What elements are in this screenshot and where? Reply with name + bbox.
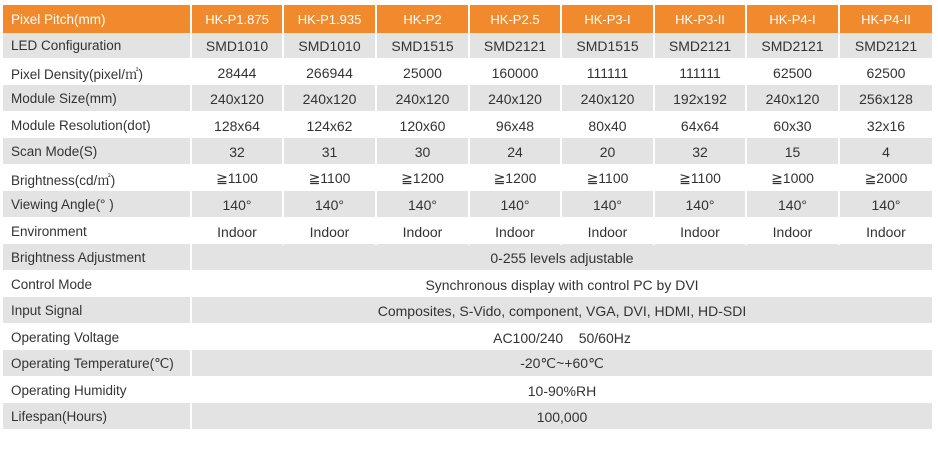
table-cell: ≧1100 xyxy=(283,165,376,192)
table-cell: Indoor xyxy=(376,218,469,245)
merged-cell: AC100/240 50/60Hz xyxy=(191,324,932,351)
header-model: HK-P3-II xyxy=(654,5,746,33)
table-row xyxy=(3,404,932,431)
table-cell: 192x192 xyxy=(654,86,746,113)
table-cell: ≧1200 xyxy=(469,165,561,192)
table-row xyxy=(3,139,932,166)
row-label: Scan Mode(S) xyxy=(3,139,191,166)
row-label: Control Mode xyxy=(3,271,191,298)
table-cell: ≧2000 xyxy=(839,165,932,192)
table-cell: ≧1200 xyxy=(376,165,469,192)
table-cell: 140° xyxy=(654,192,746,219)
table-row xyxy=(3,271,932,298)
table-cell: 140° xyxy=(839,192,932,219)
table-cell: 266944 xyxy=(283,59,376,86)
spec-table xyxy=(3,5,932,431)
table-cell: 62500 xyxy=(839,59,932,86)
header-model: HK-P1.935 xyxy=(283,5,376,33)
table-cell: SMD1515 xyxy=(376,33,469,59)
row-label: Operating Humidity xyxy=(3,377,191,404)
table-cell: 120x60 xyxy=(376,112,469,139)
table-cell: 62500 xyxy=(746,59,839,86)
table-cell: Indoor xyxy=(191,218,283,245)
table-cell: 4 xyxy=(839,139,932,166)
table-cell: 15 xyxy=(746,139,839,166)
table-row xyxy=(3,351,932,378)
table-cell: 140° xyxy=(469,192,561,219)
table-cell: 140° xyxy=(376,192,469,219)
table-cell: 96x48 xyxy=(469,112,561,139)
table-cell: 25000 xyxy=(376,59,469,86)
row-label: Viewing Angle(° ) xyxy=(3,192,191,219)
table-cell: SMD1010 xyxy=(283,33,376,59)
table-cell: 64x64 xyxy=(654,112,746,139)
row-label: Input Signal xyxy=(3,298,191,325)
table-row xyxy=(3,298,932,325)
merged-cell: -20℃~+60℃ xyxy=(191,351,932,378)
row-label: Brightness Adjustment xyxy=(3,245,191,272)
row-label: Module Resolution(dot) xyxy=(3,112,191,139)
table-cell: 20 xyxy=(561,139,654,166)
header-model: HK-P1.875 xyxy=(191,5,283,33)
table-cell: 140° xyxy=(746,192,839,219)
table-row xyxy=(3,165,932,192)
row-label: Environment xyxy=(3,218,191,245)
table-cell: Indoor xyxy=(839,218,932,245)
row-label: Operating Temperature(℃) xyxy=(3,351,191,378)
table-cell: 30 xyxy=(376,139,469,166)
table-cell: Indoor xyxy=(654,218,746,245)
table-cell: 31 xyxy=(283,139,376,166)
row-label: Module Size(mm) xyxy=(3,86,191,113)
table-cell: 240x120 xyxy=(561,86,654,113)
table-row xyxy=(3,59,932,86)
header-model: HK-P2.5 xyxy=(469,5,561,33)
table-cell: ≧1100 xyxy=(561,165,654,192)
table-cell: 32x16 xyxy=(839,112,932,139)
table-cell: SMD2121 xyxy=(839,33,932,59)
table-cell: 111111 xyxy=(654,59,746,86)
table-cell: Indoor xyxy=(469,218,561,245)
table-cell: 128x64 xyxy=(191,112,283,139)
table-row xyxy=(3,245,932,272)
table-cell: Indoor xyxy=(561,218,654,245)
table-cell: 60x30 xyxy=(746,112,839,139)
table-cell: 124x62 xyxy=(283,112,376,139)
header-model: HK-P2 xyxy=(376,5,469,33)
table-cell: 24 xyxy=(469,139,561,166)
table-row xyxy=(3,192,932,219)
table-cell: ≧1000 xyxy=(746,165,839,192)
table-row xyxy=(3,218,932,245)
table-cell: SMD2121 xyxy=(469,33,561,59)
table-cell: 140° xyxy=(561,192,654,219)
table-cell: 32 xyxy=(191,139,283,166)
table-row xyxy=(3,86,932,113)
merged-cell: 10-90%RH xyxy=(191,377,932,404)
table-cell: SMD1010 xyxy=(191,33,283,59)
table-cell: ≧1100 xyxy=(191,165,283,192)
table-cell: 240x120 xyxy=(746,86,839,113)
table-cell: 240x120 xyxy=(283,86,376,113)
merged-cell: Composites, S-Vido, component, VGA, DVI, HDMI, HD-SDI xyxy=(191,298,932,325)
table-cell: 140° xyxy=(283,192,376,219)
row-label: Brightness(cd/㎡) xyxy=(3,165,191,192)
table-cell: 240x120 xyxy=(376,86,469,113)
table-cell: 80x40 xyxy=(561,112,654,139)
table-cell: 240x120 xyxy=(469,86,561,113)
row-label: Operating Voltage xyxy=(3,324,191,351)
merged-cell: 0-255 levels adjustable xyxy=(191,245,932,272)
table-row xyxy=(3,377,932,404)
row-label: Pixel Density(pixel/㎡) xyxy=(3,59,191,86)
header-model: HK-P4-II xyxy=(839,5,932,33)
table-cell: SMD1515 xyxy=(561,33,654,59)
table-cell: 32 xyxy=(654,139,746,166)
table-cell: Indoor xyxy=(746,218,839,245)
table-cell: ≧1100 xyxy=(654,165,746,192)
table-cell: 160000 xyxy=(469,59,561,86)
table-row xyxy=(3,324,932,351)
table-cell: 240x120 xyxy=(191,86,283,113)
header-model: HK-P4-I xyxy=(746,5,839,33)
header-model: HK-P3-I xyxy=(561,5,654,33)
table-cell: 140° xyxy=(191,192,283,219)
row-label: Lifespan(Hours) xyxy=(3,404,191,431)
header-label: Pixel Pitch(mm) xyxy=(3,5,191,33)
table-header-row xyxy=(3,5,932,33)
table-cell: 111111 xyxy=(561,59,654,86)
row-label: LED Configuration xyxy=(3,33,191,59)
merged-cell: 100,000 xyxy=(191,404,932,431)
table-row xyxy=(3,33,932,59)
table-cell: SMD2121 xyxy=(746,33,839,59)
merged-cell: Synchronous display with control PC by DVI xyxy=(191,271,932,298)
table-row xyxy=(3,112,932,139)
table-cell: 28444 xyxy=(191,59,283,86)
table-cell: Indoor xyxy=(283,218,376,245)
table-cell: SMD2121 xyxy=(654,33,746,59)
table-cell: 256x128 xyxy=(839,86,932,113)
